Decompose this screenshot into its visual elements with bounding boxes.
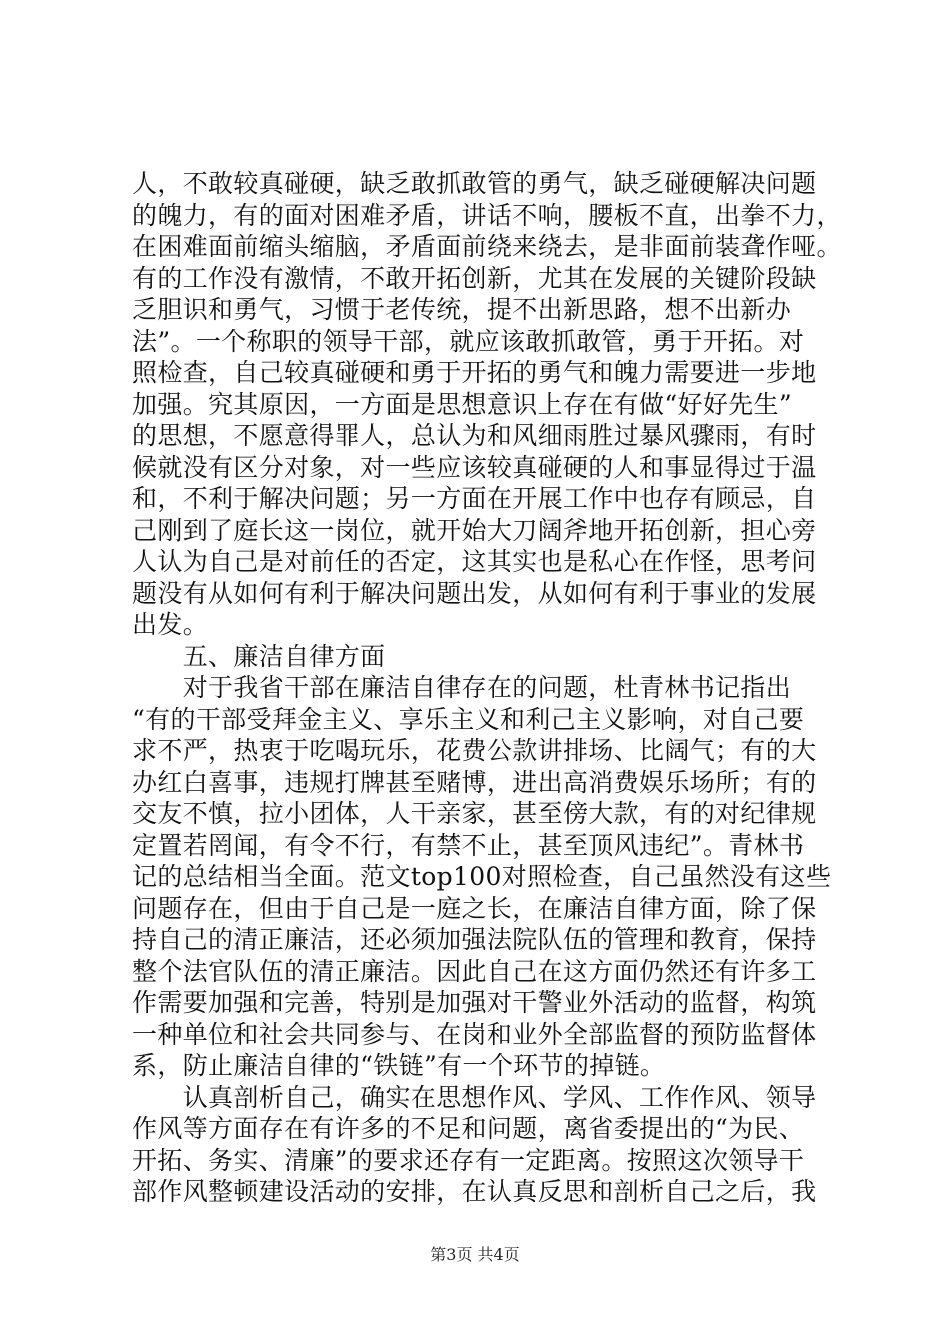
text-line: 题没有从如何有利于解决问题出发，从如何有利于事业的发展 <box>132 578 817 608</box>
text-line: 求不严，热衷于吃喝玩乐，花费公款讲排场、比阔气；有的大 <box>132 736 817 765</box>
text-line: 问题存在，但由于自己是一庭之长，在廉洁自律方面，除了保 <box>132 893 817 923</box>
page-footer: 第3页 共4页 <box>430 1245 520 1264</box>
text-line: 开拓、务实、清廉”的要求还存有一定距离。按照这次领导干 <box>132 1145 805 1175</box>
text-line: 作风等方面存在有许多的不足和问题，离省委提出的“为民、 <box>132 1114 805 1143</box>
text-line: 对于我省干部在廉洁自律存在的问题，杜青林书记指出 <box>132 673 792 702</box>
text-line: 整个法官队伍的清正廉洁。因此自己在这方面仍然还有许多工 <box>132 956 817 986</box>
text-line: 和，不利于解决问题；另一方面在开展工作中也存有顾忌，自 <box>132 484 817 513</box>
text-line: 认真剖析自己，确实在思想作风、学风、工作作风、领导 <box>132 1082 817 1112</box>
text-line: 出发。 <box>132 610 209 639</box>
text-line: 己刚到了庭长这一岗位，就开始大刀阔斧地开拓创新，担心旁 <box>132 515 817 545</box>
text-line: 持自己的清正廉洁，还必须加强法院队伍的管理和教育，保持 <box>132 925 817 954</box>
text-line: 系，防止廉洁自律的“铁链”有一个环节的掉链。 <box>132 1051 666 1080</box>
text-line: 乏胆识和勇气，习惯于老传统，提不出新思路，想不出新办 <box>132 295 792 324</box>
text-line: 照检查，自己较真碰硬和勇于开拓的勇气和魄力需要进一步地 <box>132 358 817 387</box>
text-line: 人认为自己是对前任的否定，这其实也是私心在作怪，思考问 <box>132 547 817 576</box>
text-line: 部作风整顿建设活动的安排，在认真反思和剖析自己之后，我 <box>132 1177 817 1206</box>
text-line: 办红白喜事，违规打牌甚至赌博，进出高消费娱乐场所；有的 <box>132 767 817 797</box>
text-line: 一种单位和社会共同参与、在岗和业外全部监督的预防监督体 <box>132 1019 817 1049</box>
text-line: 定置若罔闻，有令不行，有禁不止，甚至顶风违纪”。青林书 <box>132 830 805 860</box>
text-line: “有的干部受拜金主义、享乐主义和利己主义影响，对自己要 <box>132 704 805 734</box>
text-line: 法”。一个称职的领导干部，就应该敢抓敢管，勇于开拓。对 <box>132 326 805 356</box>
text-line: 记的总结相当全面。范文top100对照检查，自己虽然没有这些 <box>132 862 832 891</box>
section-heading: 五、廉洁自律方面 <box>132 641 386 671</box>
text-line: 在困难面前缩头缩脑，矛盾面前绕来绕去，是非面前装聋作哑。 <box>132 232 842 261</box>
text-line: 候就没有区分对象，对一些应该较真碰硬的人和事显得过于温 <box>132 452 817 482</box>
text-line: 作需要加强和完善，特别是加强对干警业外活动的监督，构筑 <box>132 988 817 1017</box>
text-line: 的魄力，有的面对困难矛盾，讲话不响，腰板不直，出拳不力， <box>132 200 842 230</box>
text-line: 人，不敢较真碰硬，缺乏敢抓敢管的勇气，缺乏碰硬解决问题 <box>132 169 817 198</box>
body-text <box>132 168 842 1208</box>
text-line: 加强。究其原因，一方面是思想意识上存在有做“好好先生” <box>132 389 793 419</box>
text-line: 交友不慎，拉小团体，人干亲家，甚至傍大款，有的对纪律规 <box>132 799 817 828</box>
text-line: 的思想，不愿意得罪人，总认为和风细雨胜过暴风骤雨，有时 <box>132 421 817 450</box>
text-line: 有的工作没有激情，不敢开拓创新，尤其在发展的关键阶段缺 <box>132 263 817 293</box>
